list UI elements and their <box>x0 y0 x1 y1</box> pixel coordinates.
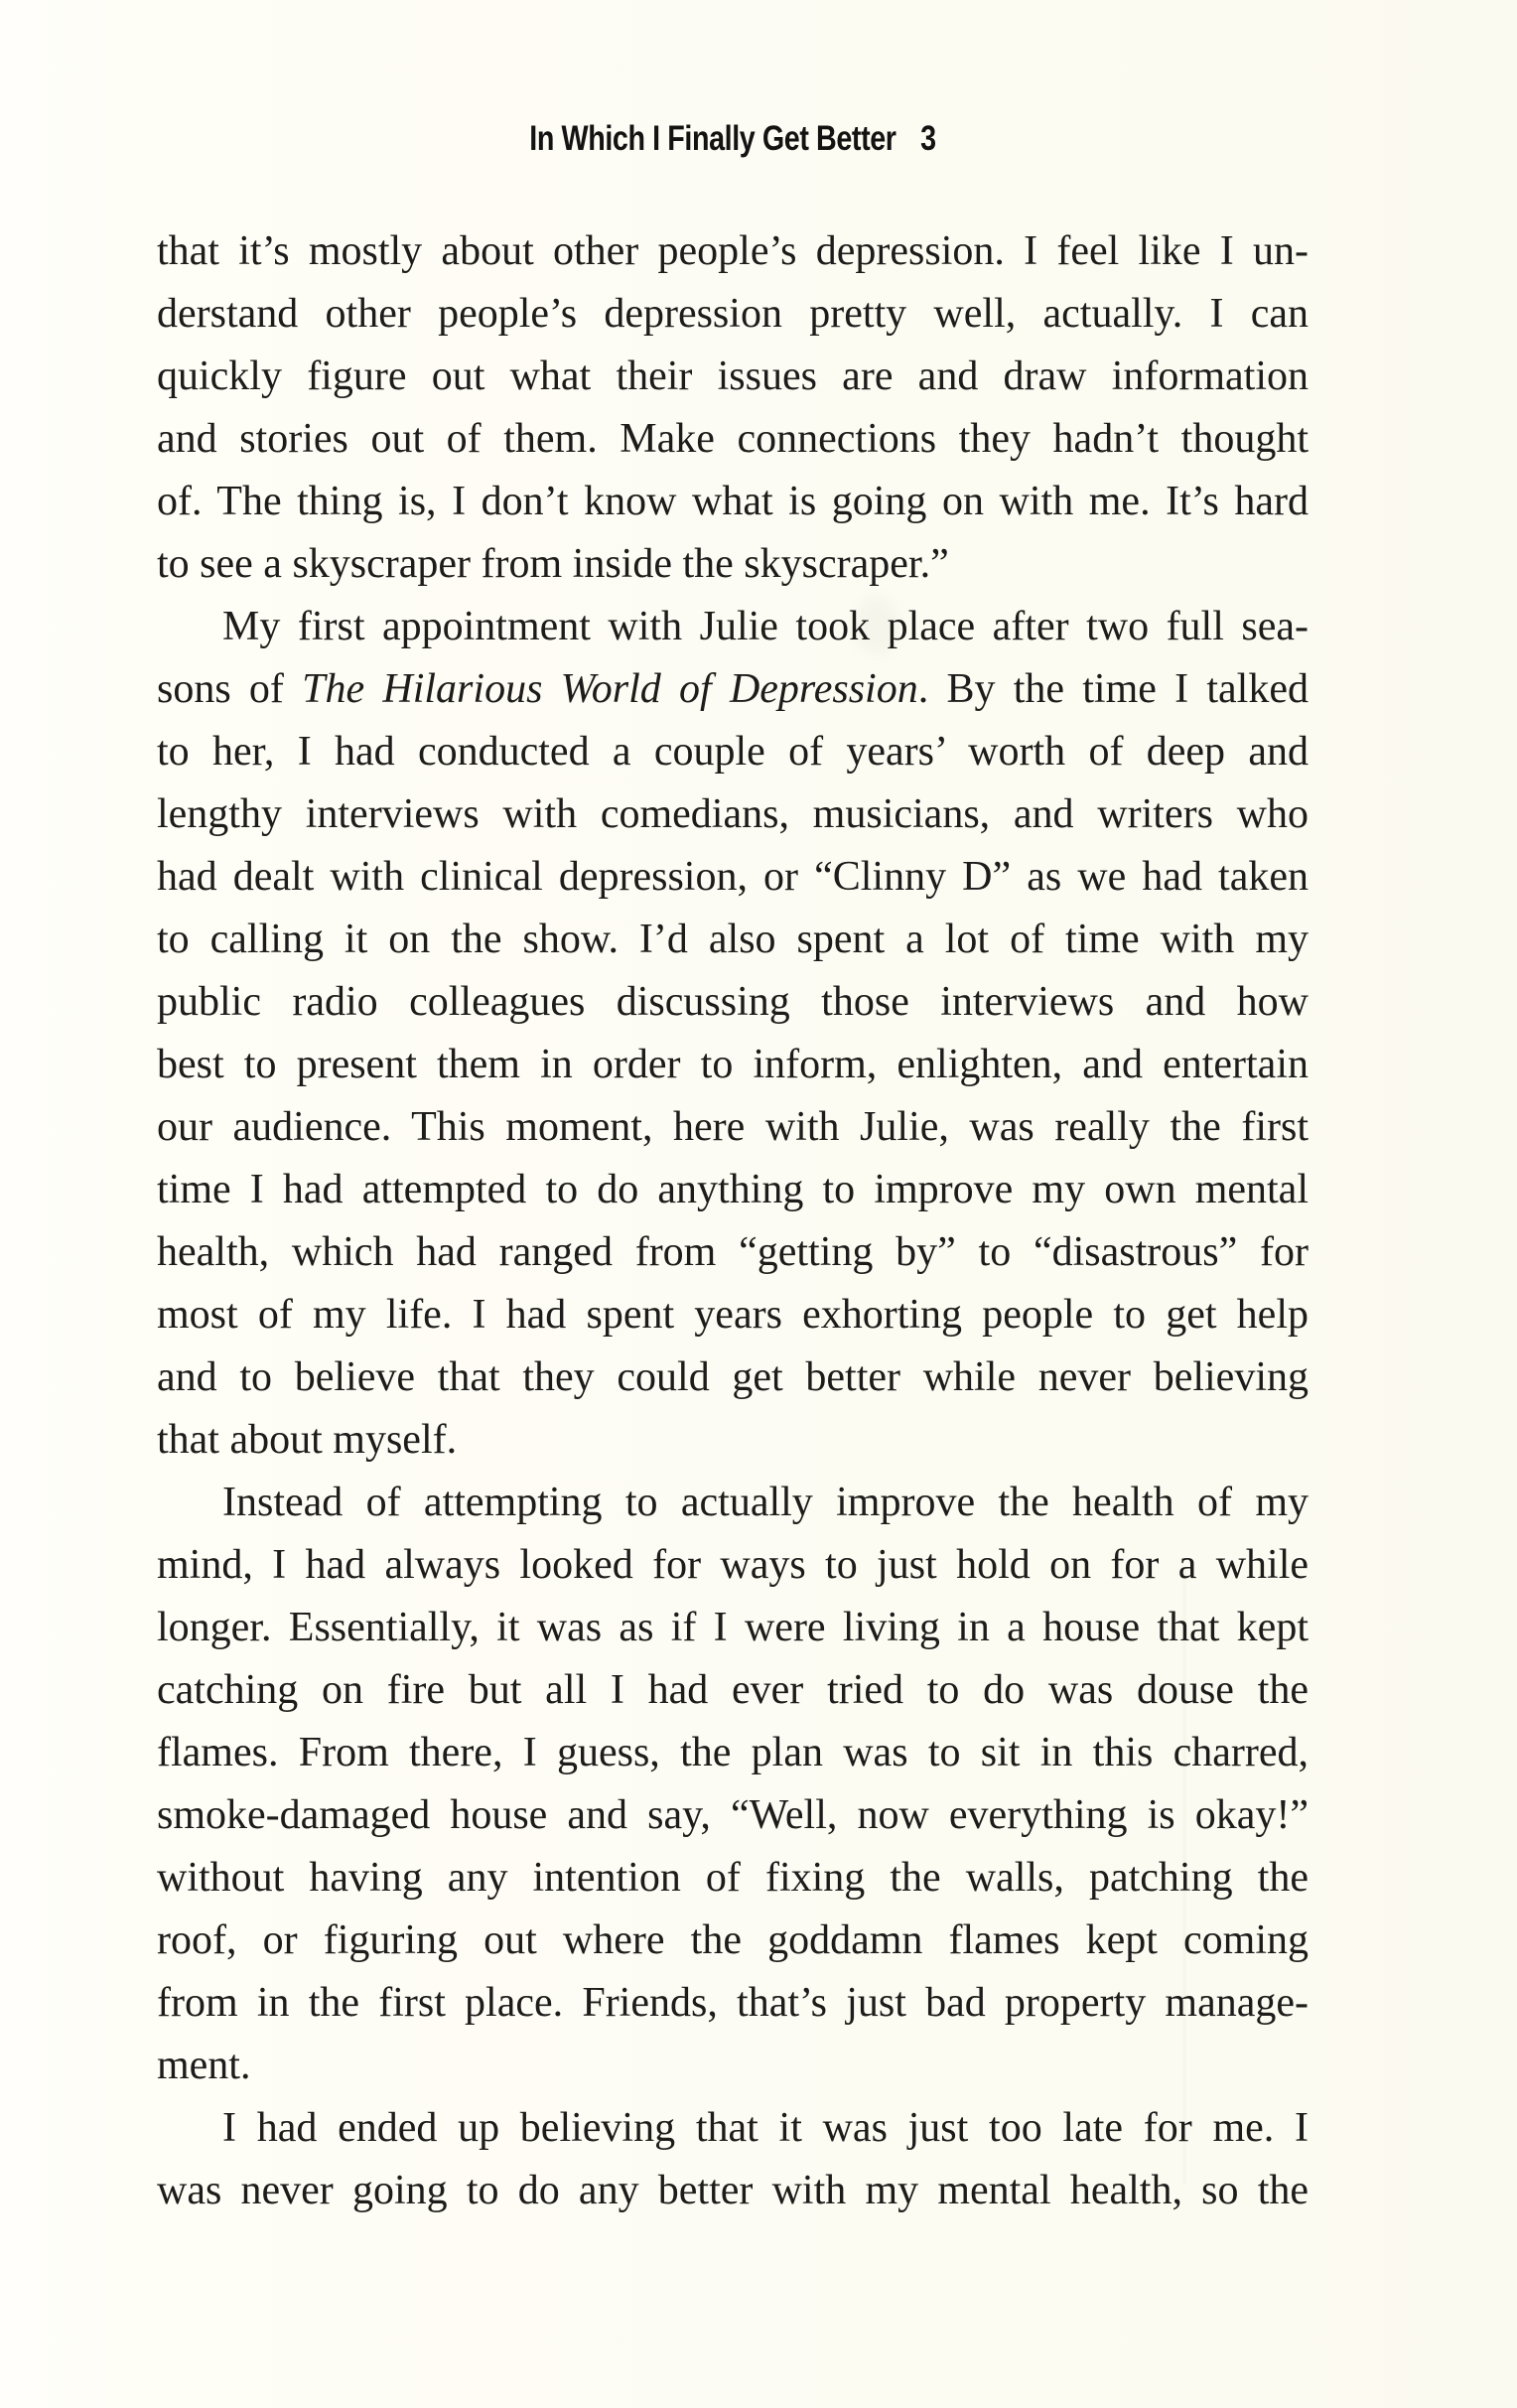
body-line <box>157 533 1309 596</box>
text-segment: was never going to do any better with my mental health, so the <box>157 2168 1309 2213</box>
text-segment: without having any intention of fixing the walls, patching the <box>157 1855 1309 1901</box>
body-line <box>157 2097 1309 2160</box>
text-segment: catching on fire but all I had ever tried to do was douse the <box>157 1667 1309 1713</box>
body-line <box>157 1284 1309 1346</box>
chapter-title: In Which I Finally Get Better <box>529 119 896 158</box>
body-line <box>157 1659 1309 1722</box>
body-line <box>157 408 1309 471</box>
text-block <box>157 220 1309 2222</box>
body-line <box>157 658 1309 721</box>
text-segment: mind, I had always looked for ways to just hold on for a while <box>157 1542 1309 1588</box>
body-line <box>157 1221 1309 1284</box>
text-segment: derstand other people’s depression pretty well, actually. I can <box>157 291 1309 337</box>
body-line <box>157 971 1309 1034</box>
text-segment: health, which had ranged from “getting by” to “disastrous” for <box>157 1229 1309 1275</box>
paragraph <box>157 596 1309 1472</box>
running-header <box>260 119 1204 159</box>
body-line <box>157 283 1309 346</box>
body-line <box>157 1534 1309 1597</box>
body-line <box>157 783 1309 846</box>
body-line <box>157 1722 1309 1784</box>
body-line <box>157 1847 1309 1910</box>
text-segment: longer. Essentially, it was as if I were living in a house that kept <box>157 1605 1309 1650</box>
text-segment: that it’s mostly about other people’s depression. I feel like I un- <box>157 228 1309 274</box>
text-segment: to her, I had conducted a couple of years’ worth of deep and <box>157 729 1309 775</box>
text-segment: My first appointment with Julie took place after two full sea- <box>222 604 1309 649</box>
text-segment: . By the time I talked <box>917 666 1309 712</box>
text-segment: to see a skyscraper from inside the skyscraper.” <box>157 541 949 587</box>
body-line <box>157 1597 1309 1659</box>
text-segment: best to present them in order to inform, enlighten, and entertain <box>157 1042 1309 1087</box>
paragraph <box>157 2097 1309 2222</box>
body-line <box>157 2035 1309 2097</box>
body-line <box>157 1472 1309 1534</box>
body-line <box>157 1972 1309 2035</box>
text-segment: I had ended up believing that it was just too late for me. I <box>222 2105 1309 2151</box>
text-segment: smoke-damaged house and say, “Well, now everything is okay!” <box>157 1792 1309 1838</box>
body-line <box>157 471 1309 533</box>
body-line <box>157 596 1309 658</box>
body-line <box>157 1346 1309 1409</box>
body-line <box>157 721 1309 783</box>
text-segment: most of my life. I had spent years exhorting people to get help <box>157 1292 1309 1338</box>
body-line <box>157 1784 1309 1847</box>
text-segment: time I had attempted to do anything to improve my own mental <box>157 1167 1309 1212</box>
text-segment: roof, or figuring out where the goddamn flames kept coming <box>157 1917 1309 1963</box>
text-segment: Instead of attempting to actually improve the health of my <box>222 1480 1309 1525</box>
body-line <box>157 1159 1309 1221</box>
body-line <box>157 1910 1309 1972</box>
text-segment: sons of <box>157 666 303 712</box>
text-segment: ment. <box>157 2043 251 2088</box>
text-segment: had dealt with clinical depression, or “Clinny D” as we had taken <box>157 854 1309 900</box>
paragraph <box>157 1472 1309 2097</box>
text-segment: quickly figure out what their issues are and draw information <box>157 354 1309 399</box>
body-line <box>157 846 1309 909</box>
text-segment: from in the first place. Friends, that’s just bad property manage- <box>157 1980 1309 2026</box>
body-line <box>157 909 1309 971</box>
body-line <box>157 1409 1309 1472</box>
body-line <box>157 1034 1309 1096</box>
text-segment: flames. From there, I guess, the plan was to sit in this charred, <box>157 1730 1309 1775</box>
text-segment: and stories out of them. Make connections they hadn’t thought <box>157 416 1309 462</box>
text-segment: to calling it on the show. I’d also spent a lot of time with my <box>157 917 1309 962</box>
text-segment: lengthy interviews with comedians, musicians, and writers who <box>157 791 1309 837</box>
text-segment: that about myself. <box>157 1417 458 1463</box>
body-line <box>157 220 1309 283</box>
text-segment: public radio colleagues discussing those interviews and how <box>157 979 1309 1025</box>
italic-text: The Hilarious World of Depression <box>302 666 918 712</box>
text-segment: of. The thing is, I don’t know what is going on with me. It’s hard <box>157 479 1309 524</box>
page-number: 3 <box>920 119 936 158</box>
body-line <box>157 2160 1309 2222</box>
text-segment: our audience. This moment, here with Julie, was really the first <box>157 1104 1309 1150</box>
body-line <box>157 346 1309 408</box>
text-segment: and to believe that they could get better while never believing <box>157 1354 1309 1400</box>
body-line <box>157 1096 1309 1159</box>
paragraph <box>157 220 1309 596</box>
